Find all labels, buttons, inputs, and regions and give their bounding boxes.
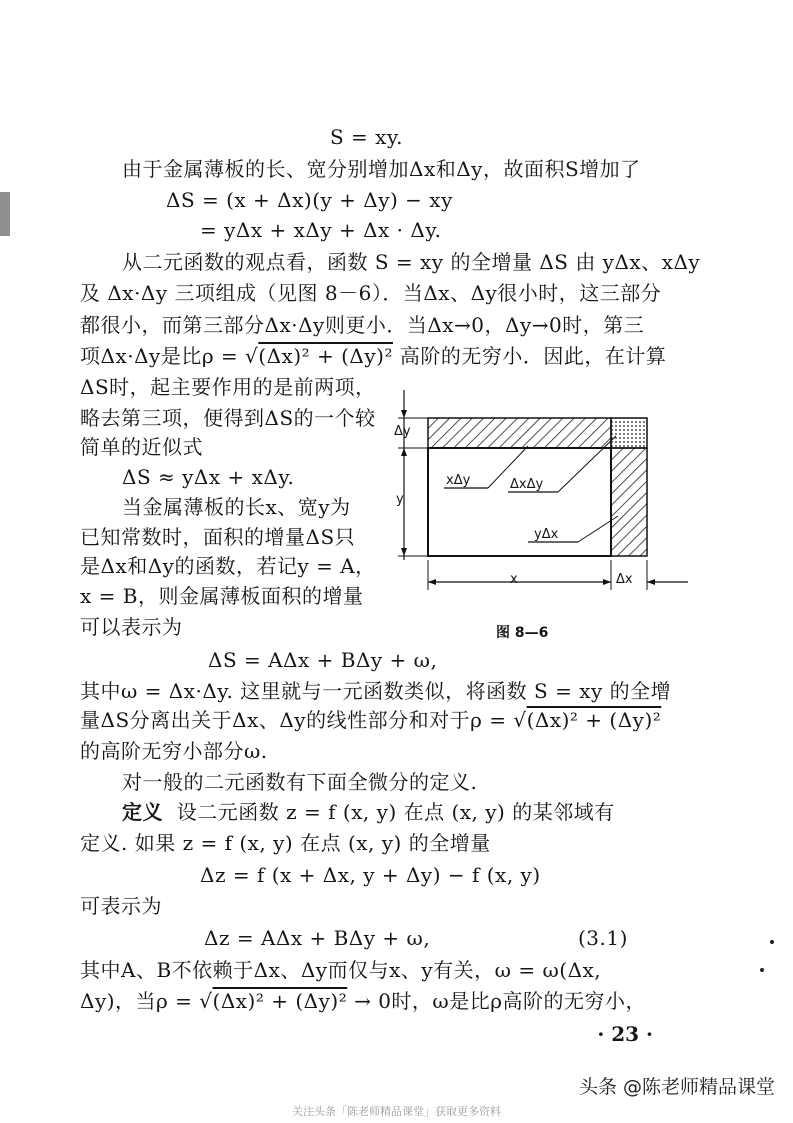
paragraph-line xyxy=(80,343,666,369)
paragraph-line: 简单的近似式 xyxy=(80,435,203,459)
formula-delta-s: ΔS = (x + Δx)(y + Δy) − xy xyxy=(166,188,453,212)
paragraph-line xyxy=(80,707,661,733)
paragraph-line: x = B，则金属薄板面积的增量 xyxy=(80,584,364,608)
label-y-dx: yΔx xyxy=(534,527,559,542)
paragraph-line: 及 Δx·Δy 三项组成（见图 8－6）．当Δx、Δy很小时，这三部分 xyxy=(80,281,662,305)
speck xyxy=(770,940,774,944)
definition-line xyxy=(122,799,615,825)
paragraph-line: 略去第三项，便得到ΔS的一个较 xyxy=(80,406,376,430)
sqrt-radicand: (Δx)² + (Δy)² xyxy=(526,708,662,732)
paragraph-line: 其中A、B不依赖于Δx、Δy而仅与x、y有关，ω = ω(Δx, xyxy=(80,958,602,982)
label-dy: Δy xyxy=(394,424,411,439)
label-y: y xyxy=(396,492,404,507)
figure-caption: 图 8—6 xyxy=(496,625,549,641)
label-x-dy: xΔy xyxy=(446,473,471,488)
formula-total-increment: Δz = f (x + Δx, y + Δy) − f (x, y) xyxy=(200,863,541,887)
strip-y-dx xyxy=(611,448,647,556)
label-dx: Δx xyxy=(616,572,633,587)
text-fragment: → 0时，ω是比ρ高阶的无穷小， xyxy=(347,989,646,1013)
speck xyxy=(760,968,764,972)
corner-dx-dy xyxy=(611,418,647,448)
formula-delta-s-expanded: = yΔx + xΔy + Δx · Δy. xyxy=(200,218,442,242)
watermark: 头条 @陈老师精品课堂 xyxy=(578,1076,775,1098)
strip-x-dy xyxy=(428,418,611,448)
paragraph-line: 是Δx和Δy的函数，若记y = A， xyxy=(80,554,376,578)
scan-edge-mark xyxy=(0,192,10,236)
sqrt-radicand: (Δx)² + (Δy)² xyxy=(212,989,348,1013)
paragraph-line: 可表示为 xyxy=(80,894,162,918)
paragraph-line: 已知常数时，面积的增量ΔS只 xyxy=(80,525,356,549)
formula-s-eq-xy: S = xy. xyxy=(330,125,403,149)
text-fragment: Δy)，当ρ = √ xyxy=(80,989,213,1013)
paragraph-line xyxy=(80,988,646,1014)
definition-heading: 定义 xyxy=(122,800,163,824)
sqrt-radicand: (Δx)² + (Δy)² xyxy=(258,344,393,368)
text-fragment: 设二元函数 z = f (x, y) 在点 (x, y) 的某邻域有 xyxy=(176,800,615,824)
formula-3-1: Δz = AΔx + BΔy + ω, xyxy=(204,926,431,950)
paragraph-line: 其中ω = Δx·Δy. 这里就与一元函数类似，将函数 S = xy 的全增 xyxy=(80,679,672,703)
paragraph-line: 可以表示为 xyxy=(80,615,183,639)
text-fragment: 量ΔS分离出关于Δx、Δy的线性部分和对于ρ = √ xyxy=(80,708,527,732)
area-diagram xyxy=(378,376,698,646)
text-fragment: 高阶的无穷小．因此，在计算 xyxy=(392,344,667,368)
paragraph-line: 定义. 如果 z = f (x, y) 在点 (x, y) 的全增量 xyxy=(80,831,491,855)
page-number: · 23 · xyxy=(597,1022,653,1046)
formula-approximation: ΔS ≈ yΔx + xΔy. xyxy=(122,465,295,489)
paragraph-line: 从二元函数的观点看，函数 S = xy 的全增量 ΔS 由 yΔx、xΔy xyxy=(122,250,701,274)
label-x: x xyxy=(510,572,518,587)
paragraph-line: 都很小，而第三部分Δx·Δy则更小．当Δx→0，Δy→0时，第三 xyxy=(80,313,645,337)
paragraph-line: 的高阶无穷小部分ω. xyxy=(80,739,268,763)
text-fragment: 项Δx·Δy是比ρ = √ xyxy=(80,344,259,368)
paragraph-line: ΔS时，起主要作用的是前两项， xyxy=(80,375,376,399)
main-rect-xy xyxy=(428,448,611,556)
label-dx-dy: ΔxΔy xyxy=(510,477,544,492)
paragraph-line: 对一般的二元函数有下面全微分的定义. xyxy=(122,770,478,794)
footer-note: 关注头条「陈老师精品课堂」获取更多资料 xyxy=(292,1105,501,1118)
figure-8-6 xyxy=(378,376,698,646)
paragraph-line: 当金属薄板的长x、宽y为 xyxy=(122,495,351,519)
formula-delta-s-linear: ΔS = AΔx + BΔy + ω, xyxy=(208,648,438,672)
paragraph-line: 由于金属薄板的长、宽分别增加Δx和Δy，故面积S增加了 xyxy=(122,157,641,181)
equation-number: (3.1) xyxy=(578,926,628,950)
